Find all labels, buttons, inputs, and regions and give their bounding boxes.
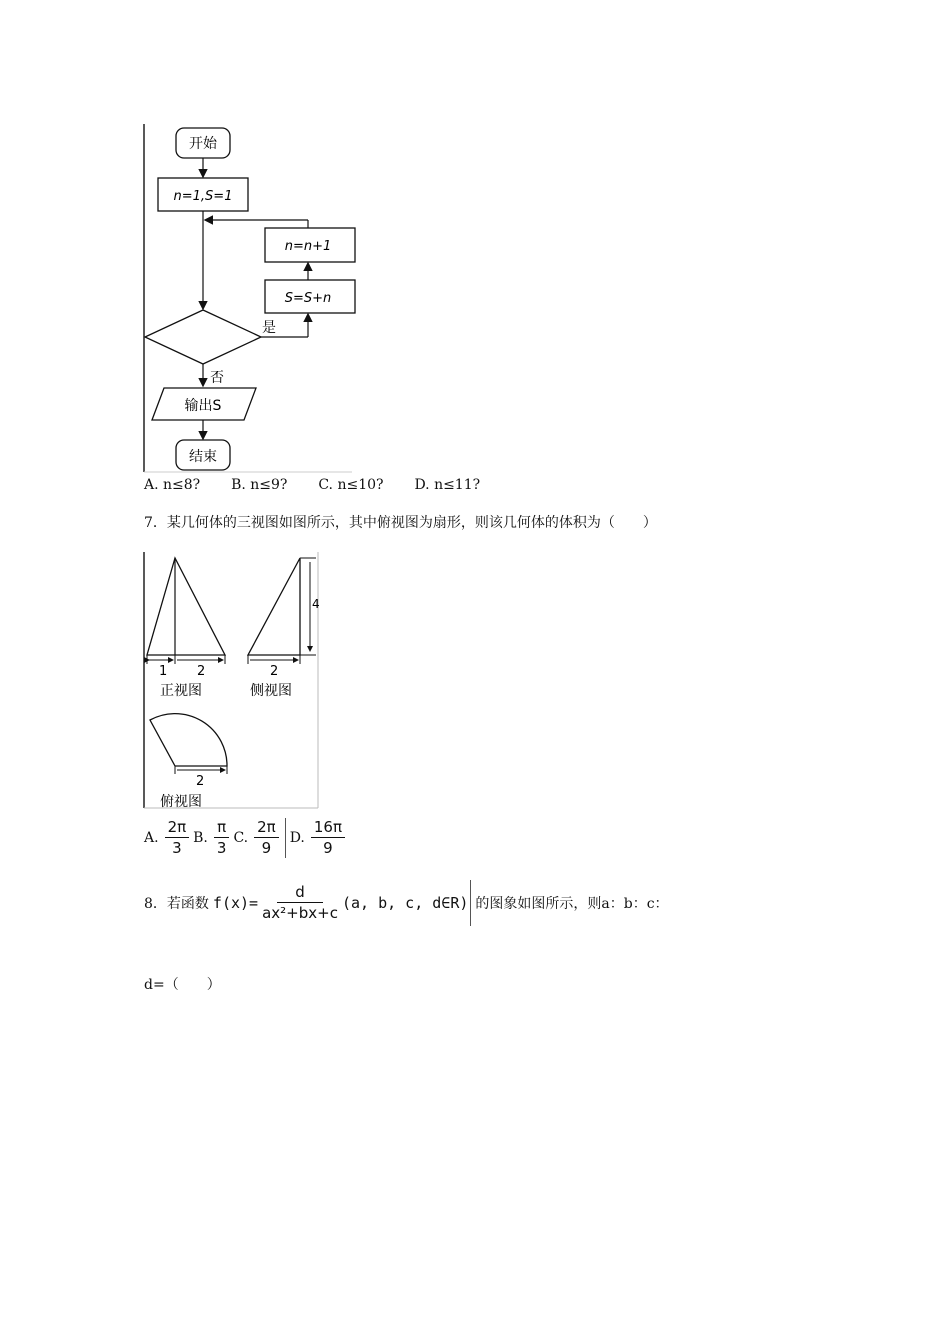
q8-tail: d=（ ） [144,977,221,993]
q7-stem: 7．某几何体的三视图如图所示，其中俯视图为扇形，则该几何体的体积为（ ） [144,515,657,531]
side-view-label: 侧视图 [250,683,292,699]
side-dim-2: 2 [270,664,279,679]
end-label: 结束 [189,449,217,465]
front-view [147,558,225,699]
q6-option-a: A. n≤8? [144,477,201,493]
q7-option-a-fraction: $\frac{2\pi}{3}$ [165,818,190,858]
top-view [150,714,227,810]
q8-domain: (a, b, c, d∈R) [341,894,469,912]
q7-option-b-label: B. [193,830,208,846]
yes-label: 是 [262,320,276,336]
q7-option-c-fraction: $\frac{2\pi}{9}$ [254,818,279,858]
output-label: 输出S [184,398,222,414]
q7-option-d-label: D. [289,830,305,846]
q8-prefix: 8．若函数 [144,896,209,912]
side-view [248,558,320,699]
q7-option-a-label: A. [144,830,159,846]
divider [285,818,286,858]
accumulate-s-label: S=S+n [284,291,332,306]
front-view-label: 正视图 [160,683,202,699]
q6-option-d: D. n≤11? [414,477,481,493]
q7-options [144,818,349,858]
q7-option-d-fraction: $\frac{16\pi}{9}$ [311,818,345,858]
init-label: n=1,S=1 [173,189,233,204]
start-label: 开始 [189,136,217,152]
q8-fraction: $\frac{d}{\text{ax²+bx+c}}$ [262,883,338,922]
divider [470,880,471,926]
side-dim-4: 4 [312,597,320,611]
q7-option-b-fraction: $\frac{\pi}{3}$ [214,818,230,858]
front-dim-2: 2 [197,664,206,679]
q7-option-c-label: C. [233,830,249,846]
front-dim-1: 1 [159,664,168,679]
q8-line [144,880,669,926]
q8-suffix: 的图象如图所示，则a：b：c： [475,896,669,912]
q6-options [144,477,480,493]
flowchart [140,120,360,475]
top-view-label: 俯视图 [160,794,202,810]
increment-n-label: n=n+1 [284,239,332,254]
q8-f-left: f(x)= [212,894,259,912]
q6-option-c: C. n≤10? [318,477,384,493]
q6-option-b: B. n≤9? [231,477,288,493]
condition-diamond [145,310,261,364]
no-label: 否 [210,370,224,386]
top-dim-2: 2 [196,774,205,789]
three-view-figure [142,552,324,814]
